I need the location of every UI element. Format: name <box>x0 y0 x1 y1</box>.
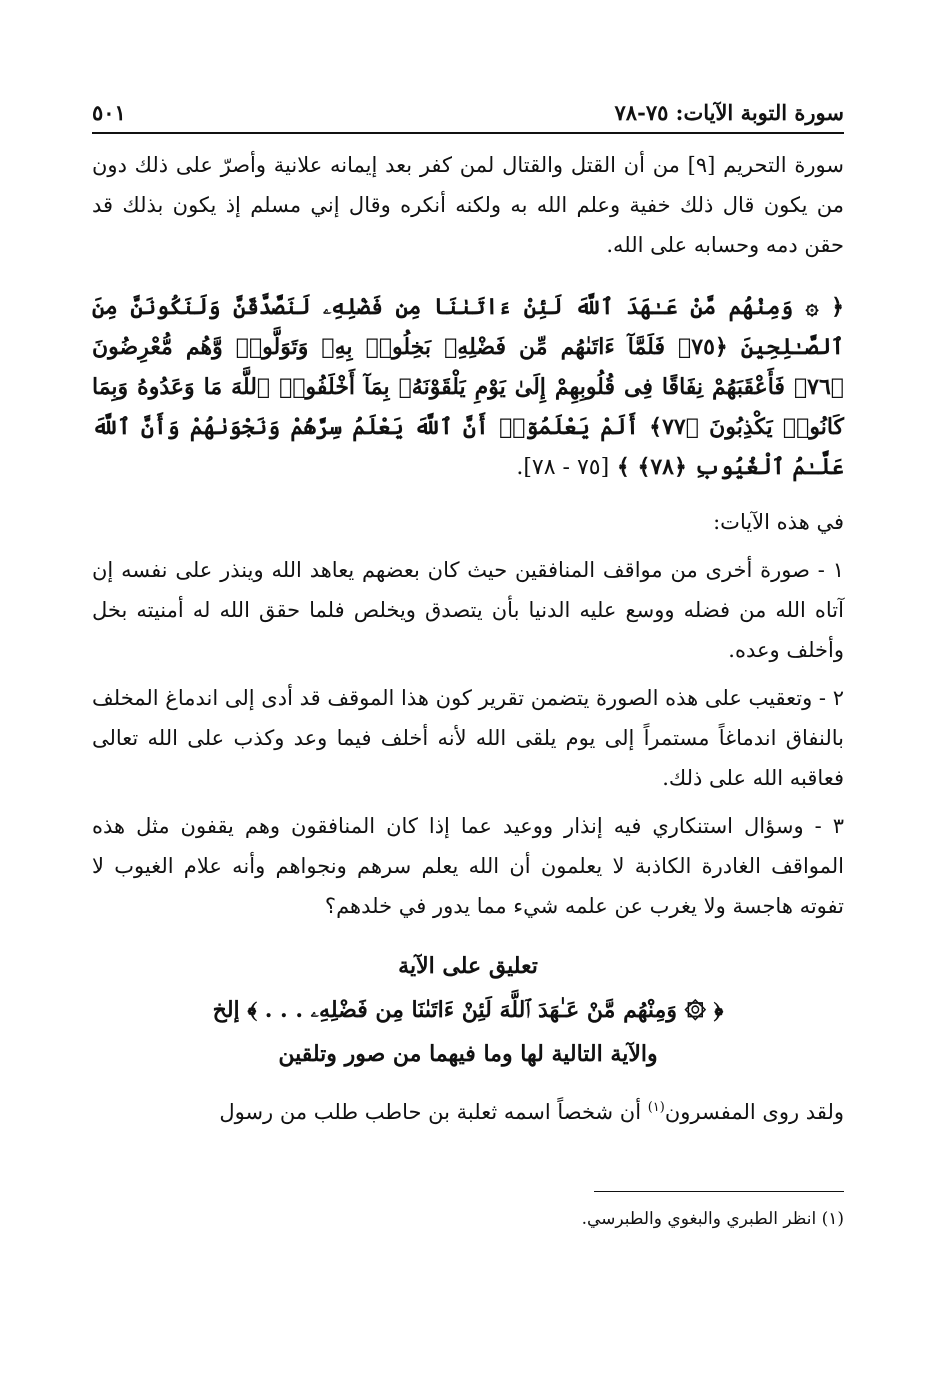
intro-paragraph: سورة التحريم [٩] من أن القتل والقتال لمن كفر بعد إيمانه علانية وأصرّ على ذلك دون من يكون قال ذلك خفية وعلم الله به ولكنه أنكره وقال إني مسلم إذ يكون بذلك قد حقن دمه وحسابه على الله. <box>92 153 844 257</box>
closing-text-start: ولقد روى المفسرون <box>664 1100 844 1124</box>
running-title: سورة التوبة الآيات: ٧٥-٧٨ <box>614 100 844 125</box>
footnote: (١) انظر الطبري والبغوي والطبرسي. <box>581 1209 844 1229</box>
list-item-1: ١ - صورة أخرى من مواقف المنافقين حيث كان بعضهم يعاهد الله وينذر على نفسه إن آتاه الله من فضله ووسع عليه الدنيا بأن يتصدق ويخلص فلما حقق الله له أمنيته بخل وأخلف وعده. <box>92 558 844 662</box>
quran-verse-block <box>92 287 844 488</box>
quran-verse-text: ﴿ ۞ وَمِنْهُم مَّنْ عَـٰهَدَ ٱللَّهَ لَئِنْ ءَاتَىٰنَا مِن فَضْلِهِۦ لَنَصَّدَّقَنَّ وَلَنَكُونَنَّ مِنَ ٱلصَّـٰلِحِينَ ﴿٧٥﴾ فَلَمَّآ ءَاتَىٰهُم مِّن فَضْلِهِۦ بَخِلُوا۟ بِهِۦ وَتَوَلَّوا۟ وَّهُم مُّعْرِضُونَ ﴿٧٦﴾ فَأَعْقَبَهُمْ نِفَاقًا فِى قُلُوبِهِمْ إِلَىٰ يَوْمِ يَلْقَوْنَهُۥ بِمَآ أَخْلَفُوا۟ ٱللَّهَ مَا وَعَدُوهُ وَبِمَا كَانُوا۟ يَكْذِبُونَ ﴿٧٧﴾ أَلَمْ يَعْلَمُوٓا۟ أَنَّ ٱللَّهَ يَعْلَمُ سِرَّهُمْ وَنَجْوَىٰهُمْ وَأَنَّ ٱللَّهَ عَلَّـٰمُ ٱلْغُيُوبِ ﴿٧٨﴾ ﴾ <box>92 294 844 480</box>
page-body <box>92 145 844 1140</box>
list-item-2: ٢ - وتعقيب على هذه الصورة يتضمن تقرير كون هذا الموقف قد أدى إلى اندماغ المخلف بالنفاق اندماغاً مستمراً إلى يوم يلقى الله لأنه أخلف فيما وعد وكذب على الله تعالى فعاقبه الله على ذلك. <box>92 686 844 790</box>
section-subtitle: والآية التالية لها وما فيهما من صور وتلقين <box>278 1041 658 1067</box>
page-number: ٥٠١ <box>92 100 126 125</box>
section-heading: تعليق على الآية <box>398 953 538 979</box>
section-verse: ﴿ ۞ وَمِنْهُم مَّنْ عَـٰهَدَ ٱللَّهَ لَئِنْ ءَاتَىٰنَا مِن فَضْلِهِۦ . . . ﴾ إلخ <box>212 997 724 1023</box>
list-item-3: ٣ - وسؤال استنكاري فيه إنذار ووعيد عما إذا كان المنافقون وهم يقفون مثل هذه المواقف الغادرة الكاذبة لا يعلمون أن الله يعلم سرهم ونجواهم وأنه علام الغيوب لا تفوته هاجسة ولا يغرب عن علمه شيء مما يدور في خلدهم؟ <box>92 814 844 918</box>
footnote-reference[interactable]: (١) <box>647 1100 665 1115</box>
lead-paragraph: في هذه الآيات: <box>713 510 844 534</box>
page-header <box>92 96 844 134</box>
verse-reference: [٧٥ - ٧٨]. <box>516 455 610 480</box>
closing-paragraph <box>92 1092 844 1132</box>
footnote-divider <box>594 1191 844 1192</box>
closing-text-end: أن شخصاً اسمه ثعلبة بن حاطب طلب من رسول <box>219 1100 648 1124</box>
